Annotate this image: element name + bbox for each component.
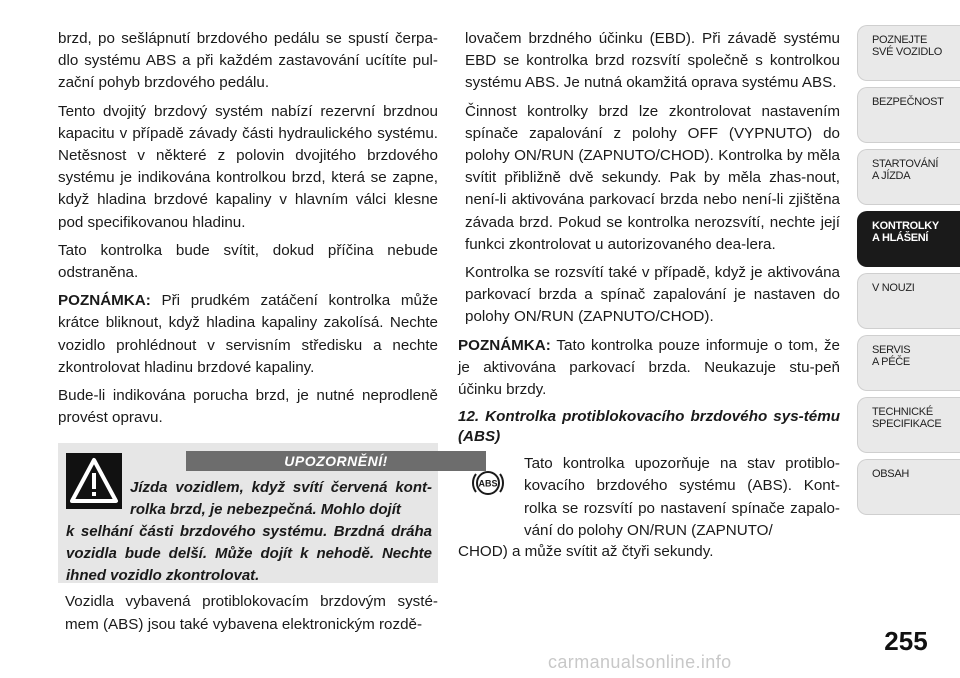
- chapter-tabs: [857, 25, 960, 521]
- tab-bezpecnost[interactable]: BEZPEČNOST: [857, 87, 960, 143]
- page-number: 255: [884, 626, 928, 656]
- tab-obsah[interactable]: OBSAH: [857, 459, 960, 515]
- paragraph: Vozidla vybavená protiblokovacím brzdovým systé-mem (ABS) jsou také vybavena elektronickým rozdě-: [65, 593, 438, 633]
- paragraph: Činnost kontrolky brzd lze zkontrolovat nastavením spínače zapalování z polohy OFF (VYPNUTO) do polohy ON/RUN (ZAPNUTO/CHOD). Kontrolka by měla svítit přibližně dvě sekundy. Pak by měla zhas-nout, není-li aktivována parkovací brzda nebo není-li zjištěna závada brzd. Pokud se kontrolka nerozsvítí, nechte její funkci zkontrolovat u autorizovaného dea-lera.: [465, 102, 840, 253]
- tab-startovani-a-jizda[interactable]: STARTOVÁNÍ A JÍZDA: [857, 149, 960, 205]
- warning-text: Jízda vozidlem, když svítí červená kont-rolka brzd, je nebezpečná. Mohlo dojít: [130, 479, 432, 519]
- note-text: Tato kontrolka pouze informuje o tom, že je aktivována parkovací brzda. Neukazuje stu-peň účinku brzdy.: [458, 336, 840, 399]
- tab-servis-a-pece[interactable]: SERVIS A PÉČE: [857, 335, 960, 391]
- paragraph: Tato kontrolka bude svítit, dokud příčina nebude odstraněna.: [58, 241, 438, 282]
- warning-title: UPOZORNĚNÍ!: [186, 451, 486, 471]
- paragraph: brzd, po sešlápnutí brzdového pedálu se spustí čerpa-dlo systému ABS a při každém zastavování ucítíte pul-zační pohyb brzdového pedálu.: [58, 30, 438, 92]
- note-label: POZNÁMKA:: [458, 336, 551, 354]
- tab-technicke-specifikace[interactable]: TECHNICKÉ SPECIFIKACE: [857, 397, 960, 453]
- note-paragraph: [58, 290, 438, 379]
- note-text: Při prudkém zatáčení kontrolka může krátce bliknout, když hladina kapaliny zakolísá. Nechte vozidlo prohlédnout v servisním středisku a nechte zkontrolovat hladinu brzdové kapaliny.: [58, 292, 438, 376]
- paragraph: Tento dvojitý brzdový systém nabízí rezervní brzdnou kapacitu v případě závady části hydraulického systému. Netěsnost v některé z polovin dvojitého brzdového systému je indikována kontrolkou brzd, která se zapne, když hladina brzdové kapaliny v hlavním válci klesne pod specifikovanou hladinu.: [58, 102, 438, 231]
- abs-warning-icon: [470, 465, 506, 501]
- abs-section: [458, 453, 840, 567]
- abs-icon-label: ABS: [478, 478, 498, 489]
- paragraph: lovačem brzdného účinku (EBD). Při závadě systému EBD se kontrolka brzd rozsvítí společně s kontrolkou systému ABS. Je nutná okamžitá oprava systému ABS.: [465, 30, 840, 92]
- note-label: POZNÁMKA:: [58, 292, 151, 310]
- left-column: [58, 28, 438, 642]
- section-heading: 12. Kontrolka protiblokovacího brzdového sys-tému (ABS): [458, 408, 840, 446]
- tab-kontrolky-a-hlaseni[interactable]: KONTROLKY A HLÁŠENÍ: [857, 211, 960, 267]
- paragraph: Bude-li indikována porucha brzd, je nutné neprodleně provést opravu.: [58, 387, 438, 427]
- paragraph: CHOD) a může svítit až čtyři sekundy.: [458, 543, 714, 561]
- note-paragraph: [458, 335, 840, 402]
- warning-triangle-icon: [66, 453, 122, 509]
- paragraph: Kontrolka se rozsvítí také v případě, když je aktivována parkovací brzda a spínač zapalování je nastaven do polohy ON/RUN (ZAPNUTO/CHOD).: [465, 264, 840, 326]
- paragraph: Tato kontrolka upozorňuje na stav protiblo-kovacího brzdového systému (ABS). Kont-rolka se rozsvítí po nastavení spínače zapalo-vání do polohy ON/RUN (ZAPNUTO/: [524, 455, 840, 539]
- right-column: [458, 28, 840, 567]
- tab-v-nouzi[interactable]: V NOUZI: [857, 273, 960, 329]
- warning-box: [58, 443, 438, 583]
- warning-text: k selhání části brzdového systému. Brzdná dráha vozidla bude delší. Může dojít k nehodě. Nechte ihned vozidlo zkontrolovat.: [66, 523, 432, 585]
- tab-poznejte-sve-vozidlo[interactable]: POZNEJTE SVÉ VOZIDLO: [857, 25, 960, 81]
- watermark: carmanualsonline.info: [548, 652, 732, 672]
